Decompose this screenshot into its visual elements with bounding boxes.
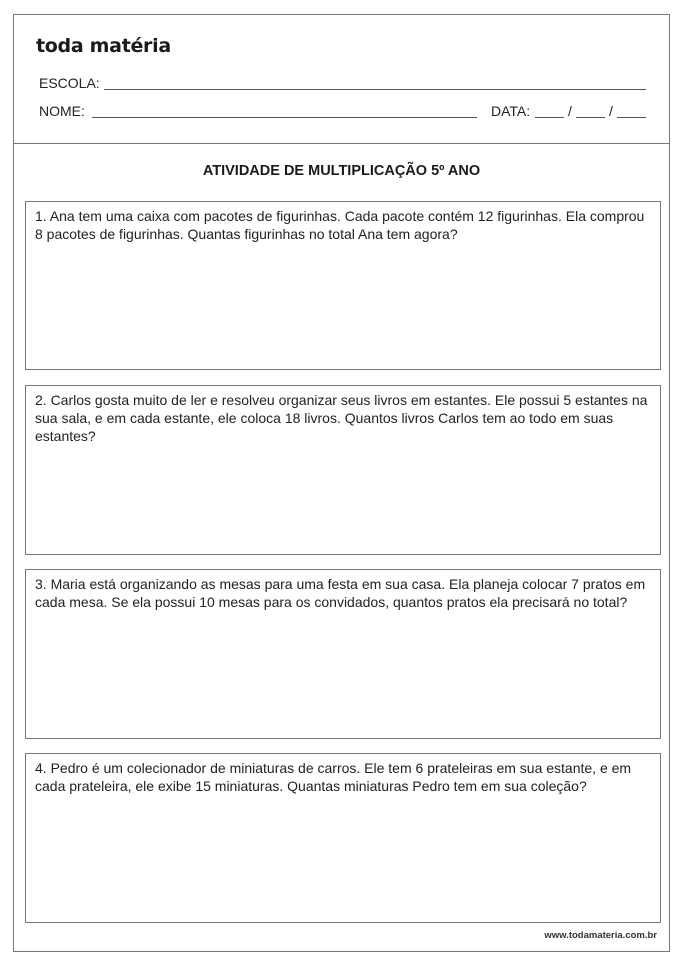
- date-separator: /: [568, 103, 572, 119]
- date-day-field[interactable]: [535, 117, 564, 118]
- question-text: 2. Carlos gosta muito de ler e resolveu organizar seus livros em estantes. Ele possui 5 estantes na sua sala, e em cada estante, ele coloca 18 livros. Quantos livros Carlos tem ao todo em suas estantes?: [35, 392, 648, 444]
- date-label: DATA:: [491, 103, 531, 119]
- footer-url[interactable]: www.todamateria.com.br: [544, 930, 657, 941]
- question-box-1[interactable]: [25, 201, 661, 370]
- date-year-field[interactable]: [617, 117, 646, 118]
- question-box-3[interactable]: [25, 569, 661, 739]
- question-text: 4. Pedro é um colecionador de miniaturas de carros. Ele tem 6 prateleiras em sua estante, e em cada prateleira, ele exibe 15 miniaturas. Quantas miniaturas Pedro tem em sua coleção?: [35, 760, 632, 794]
- worksheet-page: [13, 14, 670, 952]
- question-text: 3. Maria está organizando as mesas para uma festa em sua casa. Ela planeja colocar 7 pratos em cada mesa. Se ela possui 10 mesas para os convidados, quantos pratos ela precisará no total?: [35, 576, 646, 610]
- question-box-2[interactable]: [25, 385, 661, 555]
- school-label: ESCOLA:: [39, 75, 100, 91]
- date-separator: /: [609, 103, 613, 119]
- header-divider: [14, 143, 669, 144]
- question-text: 1. Ana tem uma caixa com pacotes de figurinhas. Cada pacote contém 12 figurinhas. Ela comprou 8 pacotes de figurinhas. Quantas figurinhas no total Ana tem agora?: [35, 208, 645, 242]
- date-month-field[interactable]: [576, 117, 605, 118]
- brand-logo: toda matéria: [36, 35, 171, 57]
- name-field[interactable]: [92, 117, 477, 118]
- page-title: ATIVIDADE DE MULTIPLICAÇÃO 5º ANO: [202, 163, 481, 179]
- school-field[interactable]: [104, 89, 646, 90]
- name-label: NOME:: [39, 103, 85, 119]
- question-box-4[interactable]: [25, 753, 661, 923]
